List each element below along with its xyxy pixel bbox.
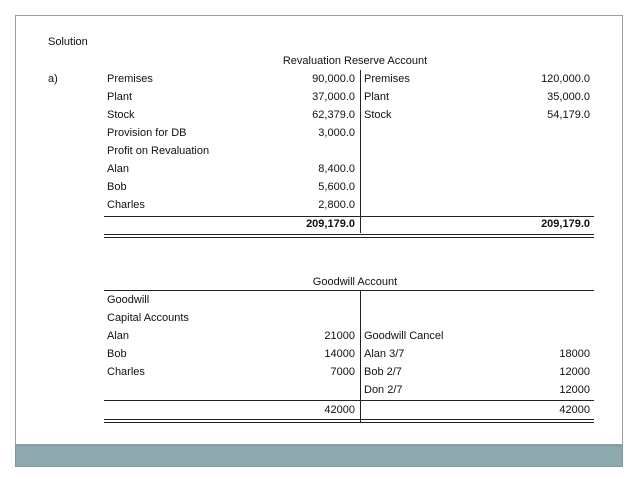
goodwill-debit-amount: 21000 bbox=[324, 330, 355, 342]
goodwill-debit-item: Capital Accounts bbox=[107, 312, 189, 324]
revaluation-debit-amount: 8,400.0 bbox=[318, 163, 355, 175]
revaluation-debit-amount bbox=[255, 142, 355, 160]
revaluation-credit-amount bbox=[490, 142, 590, 160]
goodwill-debit-total: 42000 bbox=[324, 404, 355, 416]
part-label: a) bbox=[48, 73, 58, 85]
revaluation-debit-item: Stock bbox=[107, 109, 135, 121]
revaluation-debit-amount: 5,600.0 bbox=[318, 181, 355, 193]
revaluation-credit-amount: 35,000.0 bbox=[547, 91, 590, 103]
revaluation-double-rule-top bbox=[104, 234, 594, 235]
goodwill-double-rule-top bbox=[104, 419, 594, 420]
revaluation-double-rule-bottom bbox=[104, 237, 594, 238]
goodwill-credit-item: Goodwill Cancel bbox=[364, 330, 444, 342]
goodwill-debit-amount: 14000 bbox=[324, 348, 355, 360]
goodwill-debit-amount bbox=[255, 291, 355, 309]
goodwill-credit-item: Bob 2/7 bbox=[364, 366, 402, 378]
goodwill-double-rule-bottom bbox=[104, 422, 594, 423]
revaluation-credit-item: Premises bbox=[364, 73, 410, 85]
revaluation-debit-amount: 90,000.0 bbox=[312, 73, 355, 85]
revaluation-debit-amount: 2,800.0 bbox=[318, 199, 355, 211]
revaluation-credit-amount bbox=[490, 196, 590, 214]
revaluation-title: Revaluation Reserve Account bbox=[282, 55, 428, 67]
revaluation-credit-amount bbox=[490, 178, 590, 196]
revaluation-debit-item: Charles bbox=[107, 199, 145, 211]
revaluation-credit-amount: 120,000.0 bbox=[541, 73, 590, 85]
goodwill-credit-amount bbox=[490, 291, 590, 309]
goodwill-credit-item: Alan 3/7 bbox=[364, 348, 405, 360]
goodwill-credit-item: Don 2/7 bbox=[364, 384, 403, 396]
goodwill-credit-total: 42000 bbox=[559, 404, 590, 416]
revaluation-credit-amount: 54,179.0 bbox=[547, 109, 590, 121]
goodwill-debit-item: Charles bbox=[107, 366, 145, 378]
goodwill-debit-item: Alan bbox=[107, 330, 130, 342]
revaluation-debit-item: Alan bbox=[107, 163, 130, 175]
revaluation-divider bbox=[360, 70, 361, 233]
goodwill-debit-amount bbox=[255, 381, 355, 399]
revaluation-debit-amount: 3,000.0 bbox=[318, 127, 355, 139]
goodwill-credit-amount: 18000 bbox=[559, 348, 590, 360]
revaluation-debit-item: Premises bbox=[107, 73, 153, 85]
footer-bar bbox=[15, 445, 623, 467]
revaluation-debit-amount: 62,379.0 bbox=[312, 109, 355, 121]
solution-heading: Solution bbox=[48, 36, 88, 48]
revaluation-debit-amount: 37,000.0 bbox=[312, 91, 355, 103]
revaluation-debit-total: 209,179.0 bbox=[306, 218, 355, 230]
goodwill-debit-item: Goodwill bbox=[107, 294, 150, 306]
revaluation-debit-item: Provision for DB bbox=[107, 127, 187, 139]
revaluation-debit-item: Profit on Revaluation bbox=[107, 145, 210, 157]
goodwill-title: Goodwill Account bbox=[312, 276, 398, 288]
revaluation-debit-item: Plant bbox=[107, 91, 133, 103]
goodwill-divider bbox=[360, 291, 361, 422]
goodwill-credit-amount: 12000 bbox=[559, 384, 590, 396]
revaluation-credit-amount bbox=[490, 124, 590, 142]
goodwill-debit-amount: 7000 bbox=[330, 366, 355, 378]
revaluation-credit-item: Plant bbox=[364, 91, 390, 103]
revaluation-credit-amount bbox=[490, 160, 590, 178]
revaluation-credit-total: 209,179.0 bbox=[541, 218, 590, 230]
goodwill-debit-item: Bob bbox=[107, 348, 127, 360]
revaluation-credit-item: Stock bbox=[364, 109, 392, 121]
revaluation-debit-item: Bob bbox=[107, 181, 127, 193]
goodwill-credit-amount bbox=[490, 309, 590, 327]
goodwill-credit-amount: 12000 bbox=[559, 366, 590, 378]
goodwill-credit-amount bbox=[490, 327, 590, 345]
goodwill-debit-amount bbox=[255, 309, 355, 327]
